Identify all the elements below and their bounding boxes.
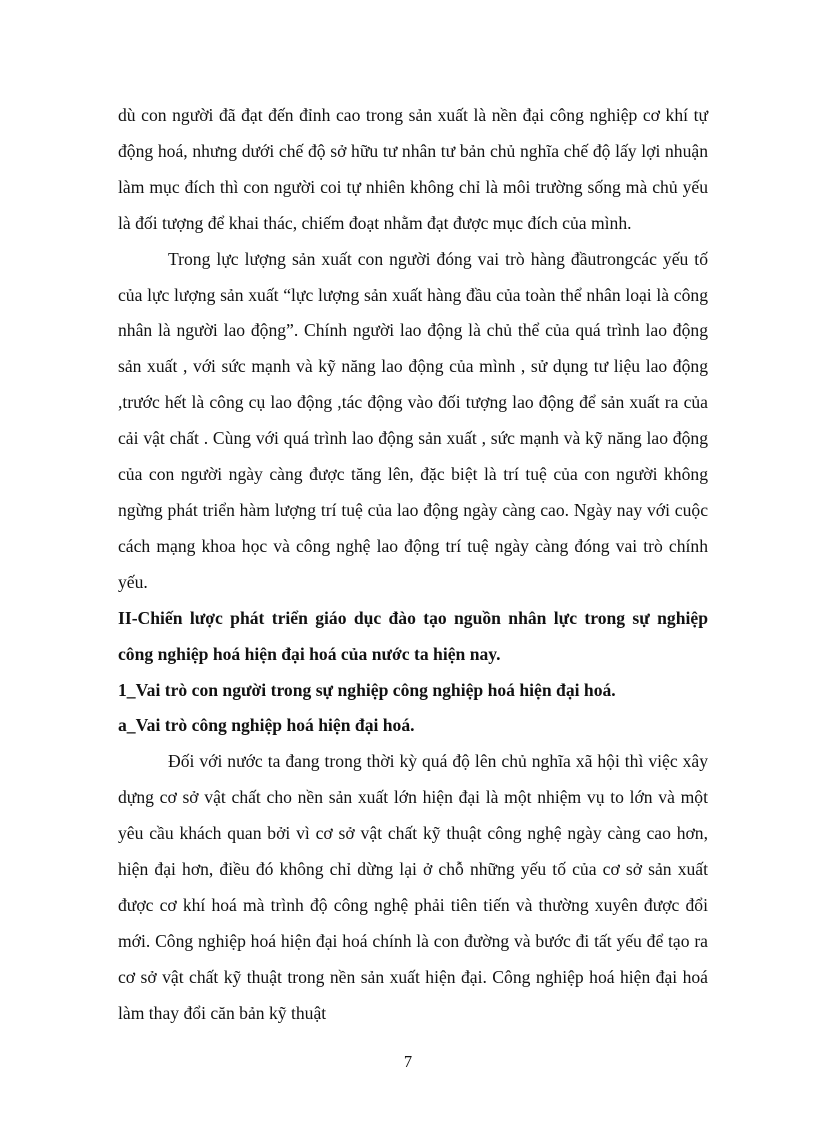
body-text bbox=[118, 98, 708, 1032]
section-heading-ii: II-Chiến lược phát triển giáo dục đào tạo nguồn nhân lực trong sự nghiệp công nghiệp hoá hiện đại hoá của nước ta hiện nay. bbox=[118, 607, 708, 664]
page-number: 7 bbox=[403, 1052, 413, 1071]
paragraph-continuation: dù con người đã đạt đến đỉnh cao trong sản xuất là nền đại công nghiệp cơ khí tự động hoá, nhưng dưới chế độ sở hữu tư nhân tư bản chủ nghĩa chế độ lấy lợi nhuận làm mục đích thì con người coi tự nhiên không chỉ là môi trường sống mà chủ yếu là đối tượng để khai thác, chiếm đoạt nhằm đạt được mục đích của mình. bbox=[118, 105, 708, 233]
subsection-heading-a: a_Vai trò công nghiệp hoá hiện đại hoá. bbox=[118, 715, 415, 736]
paragraph-labor-force: Trong lực lượng sản xuất con người đóng vai trò hàng đầutrongcác yếu tố của lực lượng sản xuất “lực lượng sản xuất hàng đầu của toàn thể nhân loại là công nhân là người lao động”. Chính người lao động là chủ thể của quá trình lao động sản xuất , với sức mạnh và kỹ năng lao động của mình , sử dụng tư liệu lao động ,trước hết là công cụ lao động ,tác động vào đối tượng lao động để sản xuất ra của cải vật chất . Cùng với quá trình lao động sản xuất , sức mạnh và kỹ năng lao động của con người ngày càng được tăng lên, đặc biệt là trí tuệ của con người không ngừng phát triển hàm lượng trí tuệ của lao động ngày càng cao. Ngày nay với cuộc cách mạng khoa học và công nghệ lao động trí tuệ ngày càng đóng vai trò chính yếu. bbox=[118, 248, 708, 592]
subsection-heading-1: 1_Vai trò con người trong sự nghiệp công nghiệp hoá hiện đại hoá. bbox=[118, 679, 616, 700]
paragraph-industrialization: Đối với nước ta đang trong thời kỳ quá độ lên chủ nghĩa xã hội thì việc xây dựng cơ sở vật chất cho nền sản xuất lớn hiện đại là một nhiệm vụ to lớn và một yêu cầu khách quan bởi vì cơ sở vật chất kỹ thuật công nghệ ngày càng cao hơn, hiện đại hơn, điều đó không chỉ dừng lại ở chỗ những yếu tố của cơ sở sản xuất được cơ khí hoá mà trình độ công nghệ phải tiên tiến và thường xuyên được đổi mới. Công nghiệp hoá hiện đại hoá chính là con đường và bước đi tất yếu để tạo ra cơ sở vật chất kỹ thuật trong nền sản xuất hiện đại. Công nghiệp hoá hiện đại hoá làm thay đổi căn bản kỹ thuật bbox=[118, 751, 708, 1023]
